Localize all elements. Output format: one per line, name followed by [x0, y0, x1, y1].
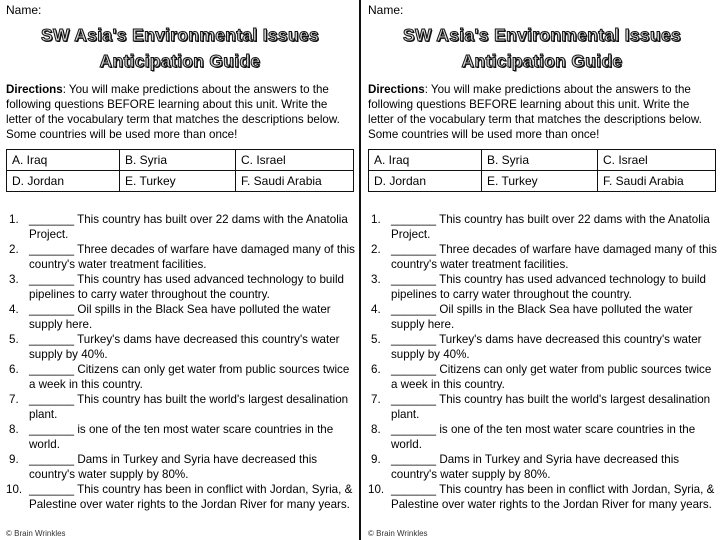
question-item	[6, 392, 356, 422]
question-item	[368, 302, 718, 332]
question-item	[368, 392, 718, 422]
question-item	[368, 422, 718, 452]
directions	[368, 82, 718, 142]
question-text: _______ is one of the ten most water scare countries in the world.	[391, 423, 696, 451]
question-text: _______ This country has been in conflict with Jordan, Syria, & Palestine over water rights to the Jordan River for many years.	[29, 483, 353, 511]
vocab-cell: D. Jordan	[369, 171, 482, 192]
question-number: 7.	[9, 393, 19, 406]
question-item	[6, 362, 356, 392]
worksheet-title-line2: Anticipation Guide	[99, 51, 261, 71]
question-item	[368, 272, 718, 302]
copyright-footer: © Brain Wrinkles	[368, 529, 428, 538]
question-number: 4.	[9, 303, 19, 316]
worksheet-left	[4, 0, 358, 540]
question-item	[6, 302, 356, 332]
question-text: _______ Oil spills in the Black Sea have polluted the water supply here.	[29, 303, 331, 331]
question-number: 5.	[371, 333, 381, 346]
vocab-row	[369, 171, 716, 192]
question-number: 10.	[6, 483, 23, 496]
worksheet-title-line1: SW Asia's Environmental Issues	[402, 25, 682, 45]
worksheet-title-line2: Anticipation Guide	[461, 51, 623, 71]
question-text: _______ This country has built over 22 dams with the Anatolia Project.	[29, 213, 348, 241]
question-number: 3.	[9, 273, 19, 286]
question-number: 8.	[371, 423, 381, 436]
copyright-footer: © Brain Wrinkles	[6, 529, 66, 538]
question-text: _______ Citizens can only get water from public sources twice a week in this country.	[29, 363, 350, 391]
question-item	[368, 332, 718, 362]
question-text: _______ Citizens can only get water from public sources twice a week in this country.	[391, 363, 712, 391]
question-text: _______ Three decades of warfare have damaged many of this country's water treatment facilities.	[29, 243, 355, 271]
question-number: 6.	[371, 363, 381, 376]
question-item	[6, 332, 356, 362]
vocab-table	[6, 149, 354, 192]
question-text: _______ This country has used advanced technology to build pipelines to carry water throughout the country.	[29, 273, 344, 301]
question-number: 7.	[371, 393, 381, 406]
question-item	[368, 452, 718, 482]
vocab-cell: A. Iraq	[7, 150, 120, 171]
vocab-cell: F. Saudi Arabia	[236, 171, 354, 192]
directions-label: Directions	[368, 83, 425, 96]
question-item	[6, 452, 356, 482]
directions-text: : You will make predictions about the answers to the following questions BEFORE learning about this unit. Write the letter of the vocabulary term that matches the descriptions below. Some countries will be used more than once!	[6, 83, 340, 141]
vocab-row	[7, 171, 354, 192]
vocab-cell: C. Israel	[236, 150, 354, 171]
directions-label: Directions	[6, 83, 63, 96]
question-item	[6, 212, 356, 242]
question-text: _______ Dams in Turkey and Syria have decreased this country's water supply by 80%.	[391, 453, 680, 481]
vocab-cell: C. Israel	[598, 150, 716, 171]
vocab-cell: B. Syria	[120, 150, 236, 171]
question-number: 3.	[371, 273, 381, 286]
question-number: 5.	[9, 333, 19, 346]
question-list	[368, 212, 718, 512]
directions	[6, 82, 356, 142]
vocab-row	[369, 150, 716, 171]
worksheet-title-line1: SW Asia's Environmental Issues	[40, 25, 320, 45]
question-number: 8.	[9, 423, 19, 436]
question-text: _______ Oil spills in the Black Sea have polluted the water supply here.	[391, 303, 693, 331]
question-text: _______ This country has built over 22 dams with the Anatolia Project.	[391, 213, 710, 241]
vocab-cell: F. Saudi Arabia	[598, 171, 716, 192]
question-item	[368, 362, 718, 392]
question-number: 1.	[371, 213, 381, 226]
vocab-row	[7, 150, 354, 171]
question-item	[6, 422, 356, 452]
question-list	[6, 212, 356, 512]
question-text: _______ Turkey's dams have decreased this country's water supply by 40%.	[391, 333, 702, 361]
question-text: _______ Turkey's dams have decreased this country's water supply by 40%.	[29, 333, 340, 361]
vocab-cell: A. Iraq	[369, 150, 482, 171]
name-label: Name:	[6, 3, 42, 17]
question-text: _______ This country has used advanced technology to build pipelines to carry water throughout the country.	[391, 273, 706, 301]
question-item	[368, 212, 718, 242]
question-text: _______ This country has built the world's largest desalination plant.	[29, 393, 349, 421]
question-number: 9.	[371, 453, 381, 466]
vocab-cell: E. Turkey	[482, 171, 598, 192]
question-number: 10.	[368, 483, 385, 496]
vocab-cell: B. Syria	[482, 150, 598, 171]
question-item	[368, 242, 718, 272]
vocab-cell: E. Turkey	[120, 171, 236, 192]
vocab-cell: D. Jordan	[7, 171, 120, 192]
question-item	[6, 242, 356, 272]
directions-text: : You will make predictions about the answers to the following questions BEFORE learning about this unit. Write the letter of the vocabulary term that matches the descriptions below. Some countries will be used more than once!	[368, 83, 702, 141]
question-number: 1.	[9, 213, 19, 226]
vocab-table	[368, 149, 716, 192]
question-item	[368, 482, 718, 512]
question-number: 2.	[9, 243, 19, 256]
question-item	[6, 482, 356, 512]
question-text: _______ This country has been in conflict with Jordan, Syria, & Palestine over water rights to the Jordan River for many years.	[391, 483, 715, 511]
question-number: 9.	[9, 453, 19, 466]
question-text: _______ This country has built the world's largest desalination plant.	[391, 393, 711, 421]
question-text: _______ is one of the ten most water scare countries in the world.	[29, 423, 334, 451]
worksheet-right	[366, 0, 720, 540]
name-label: Name:	[368, 3, 404, 17]
question-text: _______ Three decades of warfare have damaged many of this country's water treatment facilities.	[391, 243, 717, 271]
question-item	[6, 272, 356, 302]
question-number: 4.	[371, 303, 381, 316]
question-number: 6.	[9, 363, 19, 376]
question-number: 2.	[371, 243, 381, 256]
question-text: _______ Dams in Turkey and Syria have decreased this country's water supply by 80%.	[29, 453, 318, 481]
page-divider	[359, 0, 361, 540]
